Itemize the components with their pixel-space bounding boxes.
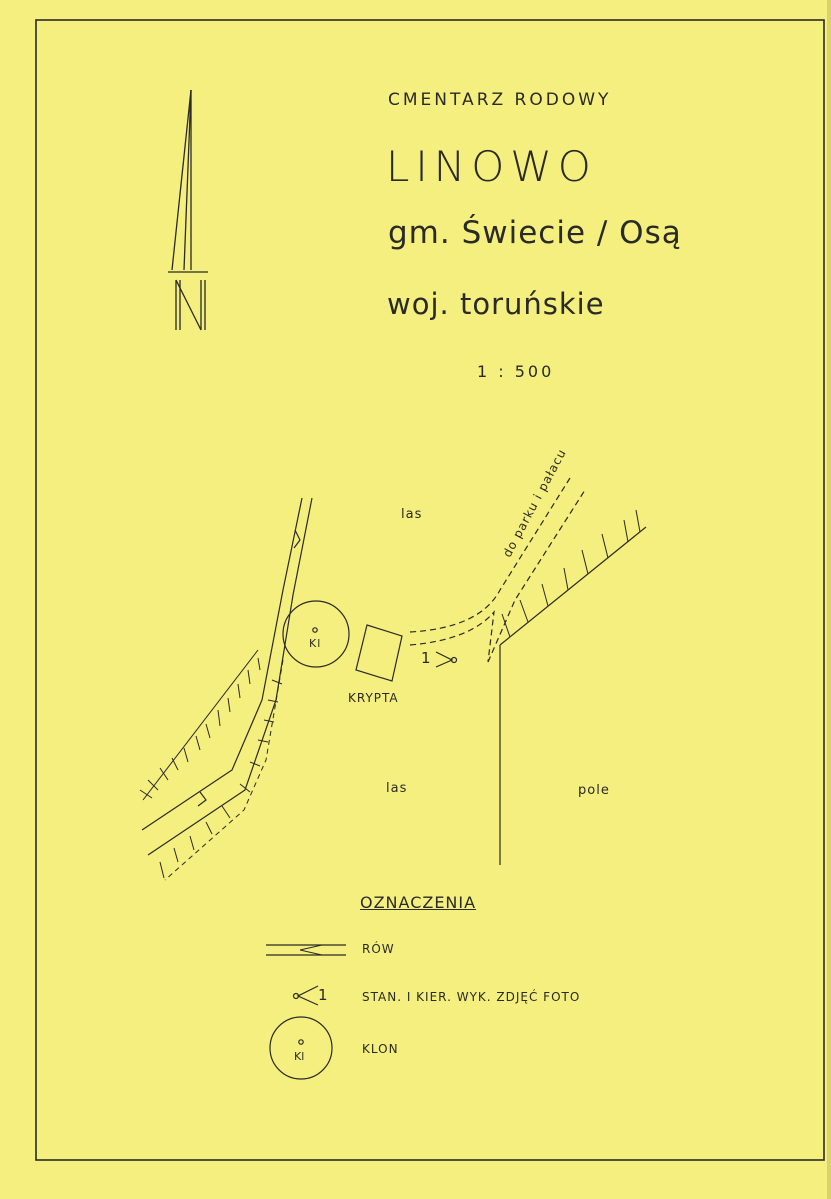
legend-item-ditch: RÓW bbox=[362, 942, 395, 956]
label-path-to-park: do parku i pałacu bbox=[500, 446, 570, 560]
maple-tree-icon bbox=[283, 601, 349, 667]
map-title: LINOWO bbox=[386, 142, 597, 191]
map-subtitle: CMENTARZ RODOWY bbox=[388, 90, 612, 110]
road-edge-east bbox=[148, 498, 312, 855]
legend-symbols bbox=[266, 945, 346, 1079]
label-crypt: KRYPTA bbox=[348, 691, 399, 705]
path-to-park bbox=[410, 478, 570, 632]
north-arrow-icon bbox=[168, 90, 208, 330]
map-frame bbox=[36, 20, 824, 1160]
field-boundary-diagonal bbox=[500, 527, 646, 645]
maple-symbol-icon bbox=[270, 1017, 332, 1079]
label-field: pole bbox=[578, 783, 610, 798]
legend-item-photo-station: STAN. I KIER. WYK. ZDJĘĆ FOTO bbox=[362, 990, 581, 1004]
label-forest-bottom: las bbox=[386, 781, 408, 796]
photo-station-symbol-icon bbox=[294, 986, 319, 1005]
legend-maple-symbol-text: Kl bbox=[294, 1050, 305, 1063]
legend-photo-symbol-number: 1 bbox=[318, 986, 328, 1004]
photo-station-icon bbox=[436, 652, 452, 667]
legend-item-maple: KLON bbox=[362, 1042, 399, 1056]
label-photo-station: 1 bbox=[421, 649, 432, 667]
road-edge-west bbox=[142, 498, 302, 830]
slope-hachures-west bbox=[140, 650, 260, 800]
crypt-outline bbox=[356, 625, 402, 681]
slope-hachures-east bbox=[160, 660, 283, 880]
voivodeship-label: woj. toruńskie bbox=[387, 287, 605, 321]
ditch-zigzag-lower bbox=[198, 792, 206, 806]
label-tree: Kl bbox=[309, 637, 322, 650]
legend-title: OZNACZENIA bbox=[360, 893, 477, 912]
commune-label: gm. Świecie / Osą bbox=[388, 215, 682, 251]
ditch-symbol-icon bbox=[266, 945, 346, 955]
map-scale: 1 : 500 bbox=[477, 362, 555, 381]
label-forest-top: las bbox=[401, 507, 423, 522]
site-plan bbox=[140, 478, 646, 880]
